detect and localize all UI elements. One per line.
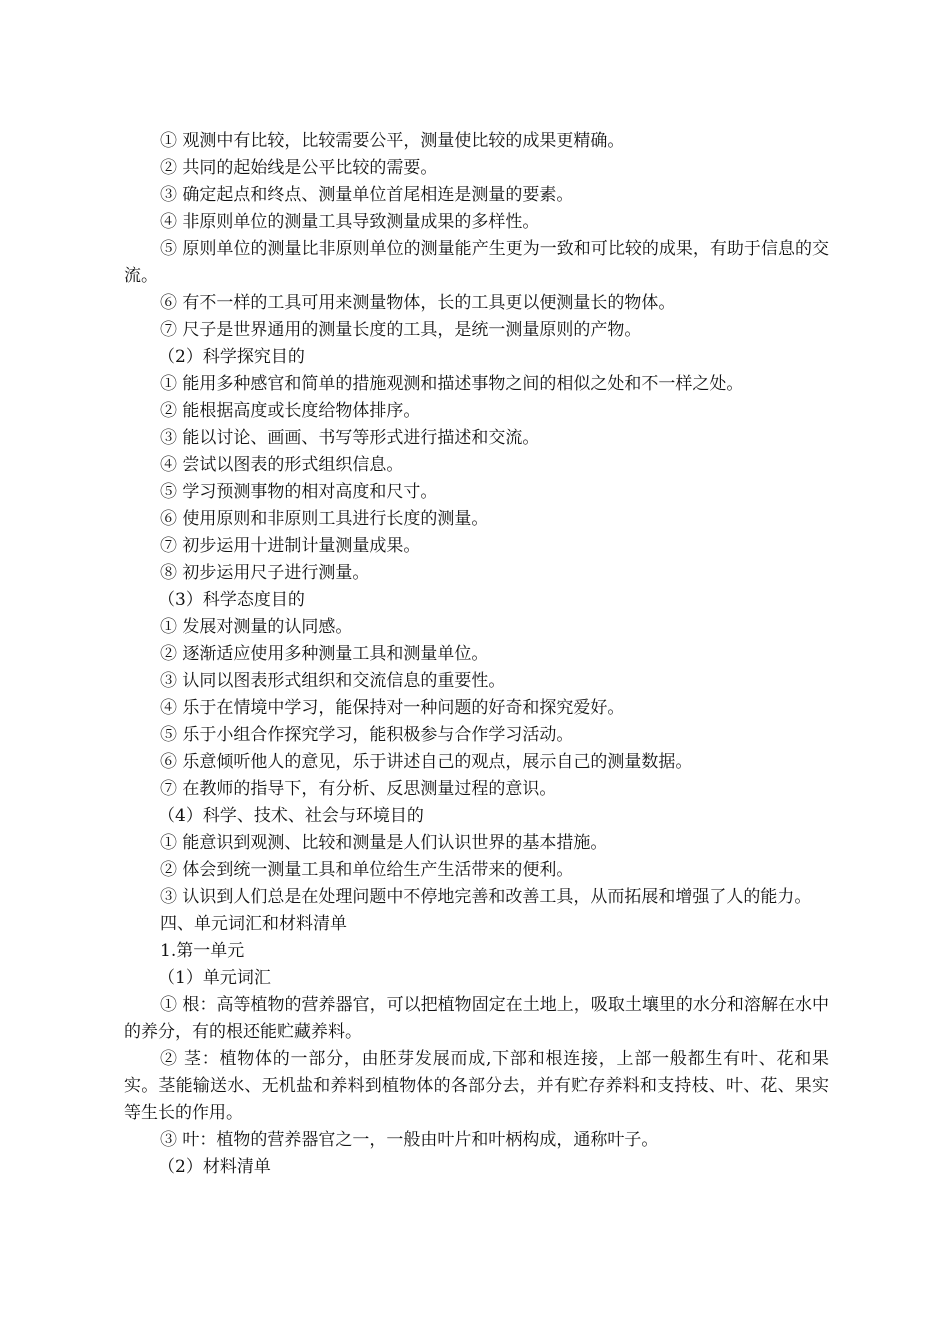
paragraph: ③ 认同以图表形式组织和交流信息的重要性。 <box>160 671 506 691</box>
section-heading: （2）科学探究目的 <box>158 347 305 367</box>
paragraph: ⑦ 在教师的指导下，有分析、反思测量过程的意识。 <box>160 779 557 799</box>
paragraph: ⑥ 乐意倾听他人的意见，乐于讲述自己的观点，展示自己的测量数据。 <box>160 752 693 772</box>
paragraph: ② 共同的起始线是公平比较的需要。 <box>160 158 438 178</box>
section-heading: （1）单元词汇 <box>158 968 271 988</box>
paragraph: ⑥ 有不一样的工具可用来测量物体，长的工具更以便测量长的物体。 <box>160 293 676 313</box>
unit-heading: 1.第一单元 <box>160 941 245 961</box>
paragraph: ⑦ 初步运用十进制计量测量成果。 <box>160 536 421 556</box>
document-body <box>124 128 829 1181</box>
paragraph: ③ 认识到人们总是在处理问题中不停地完善和改善工具，从而拓展和增强了人的能力。 <box>160 887 812 907</box>
paragraph: ⑦ 尺子是世界通用的测量长度的工具，是统一测量原则的产物。 <box>160 320 642 340</box>
paragraph: ② 体会到统一测量工具和单位给生产生活带来的便利。 <box>160 860 574 880</box>
paragraph: ③ 能以讨论、画画、书写等形式进行描述和交流。 <box>160 428 540 448</box>
paragraph: ④ 非原则单位的测量工具导致测量成果的多样性。 <box>160 212 540 232</box>
paragraph: ① 能用多种感官和简单的措施观测和描述事物之间的相似之处和不一样之处。 <box>160 374 744 394</box>
chapter-heading: 四、单元词汇和材料清单 <box>160 914 347 934</box>
paragraph: ③ 确定起点和终点、测量单位首尾相连是测量的要素。 <box>160 185 574 205</box>
section-heading: （4）科学、技术、社会与环境目的 <box>158 806 424 826</box>
paragraph: ③ 叶：植物的营养器官之一，一般由叶片和叶柄构成，通称叶子。 <box>160 1130 659 1150</box>
paragraph: ② 能根据高度或长度给物体排序。 <box>160 401 421 421</box>
paragraph: ④ 尝试以图表的形式组织信息。 <box>160 455 404 475</box>
paragraph: ① 能意识到观测、比较和测量是人们认识世界的基本措施。 <box>160 833 608 853</box>
paragraph: ⑥ 使用原则和非原则工具进行长度的测量。 <box>160 509 489 529</box>
paragraph: ⑤ 原则单位的测量比非原则单位的测量能产生更为一致和可比较的成果，有助于信息的交流。 <box>124 239 829 286</box>
paragraph: ⑧ 初步运用尺子进行测量。 <box>160 563 370 583</box>
paragraph: ② 逐渐适应使用多种测量工具和测量单位。 <box>160 644 489 664</box>
section-heading: （2）材料清单 <box>158 1157 271 1177</box>
paragraph: ② 茎：植物体的一部分，由胚芽发展而成,下部和根连接，上部一般都生有叶、花和果实。茎能输送水、无机盐和养料到植物体的各部分去，并有贮存养料和支持枝、叶、花、果实等生长的作用。 <box>124 1049 829 1123</box>
paragraph: ① 观测中有比较，比较需要公平，测量使比较的成果更精确。 <box>160 131 625 151</box>
paragraph: ⑤ 学习预测事物的相对高度和尺寸。 <box>160 482 438 502</box>
paragraph: ⑤ 乐于小组合作探究学习，能积极参与合作学习活动。 <box>160 725 574 745</box>
section-heading: （3）科学态度目的 <box>158 590 305 610</box>
paragraph: ④ 乐于在情境中学习，能保持对一种问题的好奇和探究爱好。 <box>160 698 625 718</box>
paragraph: ① 根：高等植物的营养器官，可以把植物固定在土地上，吸取土壤里的水分和溶解在水中的养分，有的根还能贮藏养料。 <box>124 995 829 1042</box>
paragraph: ① 发展对测量的认同感。 <box>160 617 353 637</box>
